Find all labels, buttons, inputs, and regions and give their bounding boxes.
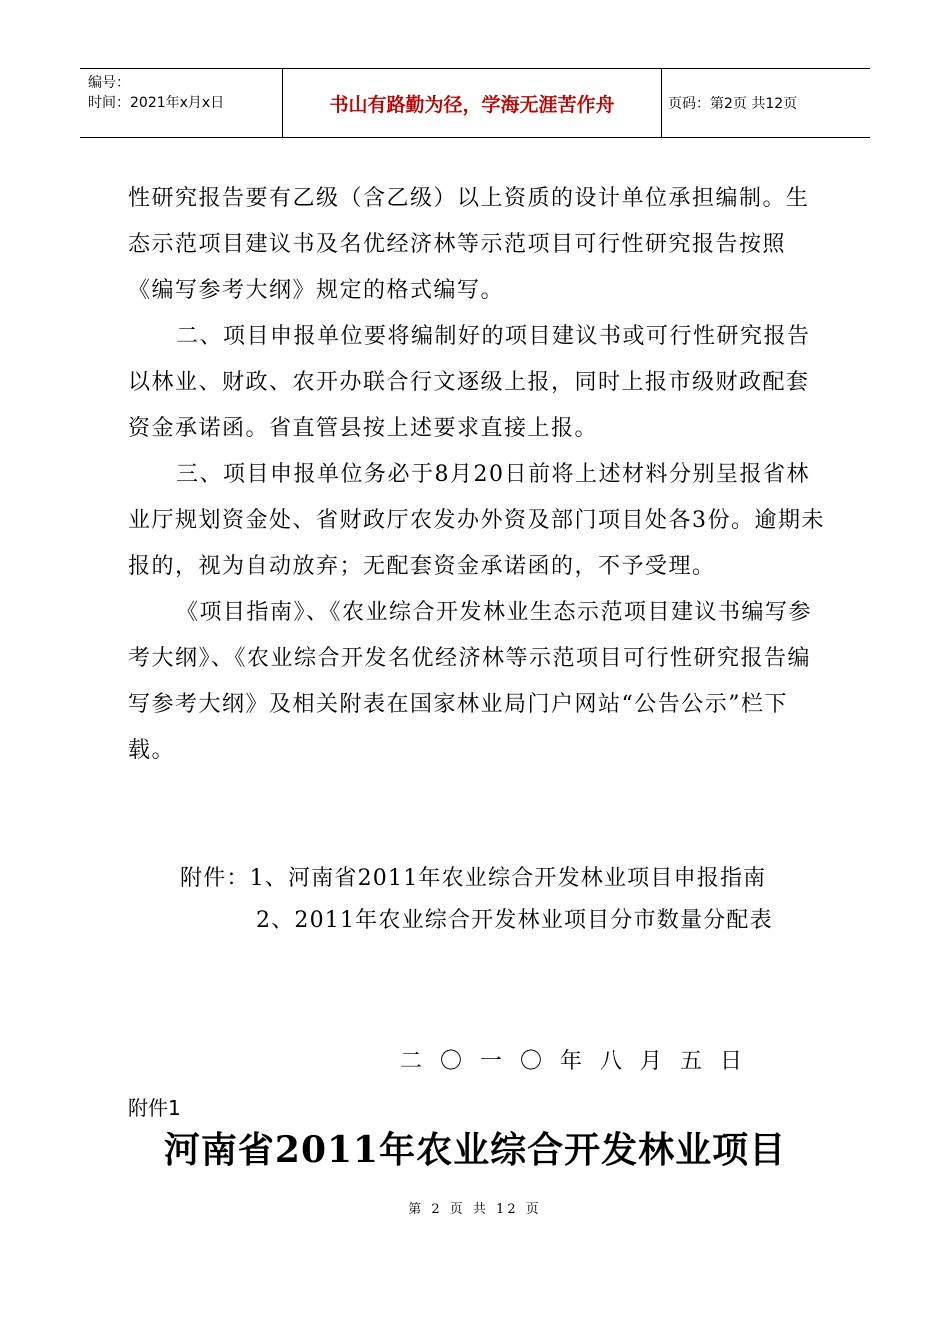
header-page-info: 页码：第2页 共12页 [668,96,798,112]
paragraph-continuation: 性研究报告要有乙级（含乙级）以上资质的设计单位承担编制。生态示范项目建议书及名优经济林等示范项目可行性研究报告按照《编写参考大纲》规定的格式编写。 [128,186,810,303]
paragraph-download-note: 《项目指南》、《农业综合开发林业生态示范项目建议书编写参考大纲》、《农业综合开发名优经济林等示范项目可行性研究报告编写参考大纲》及相关附表在国家林业局门户网站“公告公示”栏下载。 [128,600,813,763]
annex-title: 河南省2011年农业综合开发林业项目 [163,1129,787,1171]
paragraph-item-3: 三、项目申报单位务必于8月20日前将上述材料分别呈报省林业厅规划资金处、省财政厅农发办外资及部门项目处各3份。逾期未报的，视为自动放弃；无配套资金承诺函的，不予受理。 [128,462,825,579]
attachment-item-2: 2、2011年农业综合开发林业项目分市数量分配表 [256,908,773,933]
paragraph-item-2: 二、项目申报单位要将编制好的项目建议书或可行性研究报告以林业、财政、农开办联合行文逐级上报，同时上报市级财政配套资金承诺函。省直管县按上述要求直接上报。 [128,324,811,441]
header-motto: 书山有路勤为径，学海无涯苦作舟 [282,69,662,137]
document-body [128,176,828,774]
page-footer: 第 2 页 共 12 页 [408,1202,542,1217]
document-number-label: 编号： [88,75,130,91]
document-time-label: 时间：2021年x月x日 [88,95,225,111]
page-header [80,68,870,138]
document-date: 二〇一〇年八月五日 [400,1049,761,1074]
attachments-list [180,858,840,942]
annex-label: 附件1 [128,1096,181,1120]
attachment-item-1: 附件：1、河南省2011年农业综合开发林业项目申报指南 [180,866,767,891]
header-meta [88,73,278,113]
